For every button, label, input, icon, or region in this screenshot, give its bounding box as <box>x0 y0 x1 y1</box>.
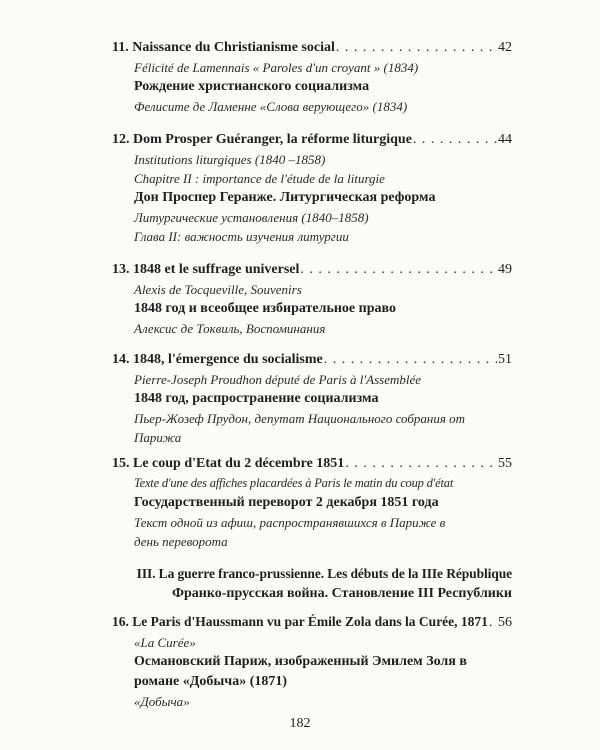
entry-line: Дон Проспер Геранже. Литургическая реформа <box>134 190 436 205</box>
entry-line: «Добыча» <box>134 694 190 709</box>
toc-entry-heading <box>112 454 512 474</box>
entry-title: 16. Le Paris d'Haussmann vu par Émile Zola dans la Curée, 1871 <box>112 614 488 629</box>
page-number: 51 <box>498 352 512 367</box>
entry-line: Pierre-Joseph Proudhon député de Paris à l'Assemblée <box>134 372 422 387</box>
entry-line: 1848 год и всеобщее избирательное право <box>134 301 396 316</box>
dot-leader <box>300 260 497 280</box>
entry-line: Государственный переворот 2 декабря 1851 года <box>134 495 439 510</box>
entry-line: Парижа <box>134 430 182 445</box>
section-heading-ru: Франко-прусская война. Становление III Республики <box>172 586 512 601</box>
page-number: 49 <box>498 262 512 277</box>
toc-entry-14 <box>112 350 512 447</box>
page-number: 44 <box>498 132 512 147</box>
entry-line: «La Curée» <box>134 635 196 650</box>
toc-entry-16 <box>112 612 512 711</box>
toc-entry-heading <box>112 130 512 150</box>
dot-leader <box>489 613 497 633</box>
page-number: 56 <box>498 615 512 630</box>
entry-line: Félicité de Lamennais « Paroles d'un croyant » (1834) <box>134 60 419 75</box>
toc-entry-13 <box>112 260 512 338</box>
entry-title: 12. Dom Prosper Guéranger, la réforme liturgique <box>112 132 412 147</box>
entry-line: Chapitre II : importance de l'étude de la liturgie <box>134 171 385 186</box>
dot-leader <box>324 350 497 370</box>
toc-entry-heading <box>112 350 512 370</box>
toc-entry-12 <box>112 130 512 246</box>
entry-line: Institutions liturgiques (1840 –1858) <box>134 152 326 167</box>
entry-line: Рождение христианского социализма <box>134 79 370 94</box>
toc-entry-heading <box>112 38 512 58</box>
entry-title: 11. Naissance du Christianisme social <box>112 40 335 55</box>
dot-leader <box>413 130 497 150</box>
toc-entry-11 <box>112 38 512 116</box>
entry-title: 14. 1848, l'émergence du socialisme <box>112 352 323 367</box>
entry-line: день переворота <box>134 534 228 549</box>
entry-line: Алексис де Токвиль, Воспоминания <box>134 321 326 336</box>
entry-line: 1848 год, распространение социализма <box>134 391 379 406</box>
page-folio: 182 <box>289 716 311 731</box>
entry-line: Литургические установления (1840–1858) <box>134 210 369 225</box>
dot-leader <box>345 454 497 474</box>
entry-line: Фелисите де Ламенне «Слова верующего» (1834) <box>134 99 408 114</box>
page-number: 42 <box>498 40 512 55</box>
dot-leader <box>336 38 497 58</box>
section-heading-fr: III. La guerre franco-prussienne. Les débuts de la IIIe République <box>136 566 512 581</box>
entry-line: Османовский Париж, изображенный Эмилем Золя в <box>134 654 467 669</box>
entry-line: романе «Добыча» (1871) <box>134 674 288 689</box>
entry-line: Texte d'une des affiches placardées à Paris le matin du coup d'état <box>134 476 454 490</box>
toc-entry-15 <box>112 454 512 551</box>
entry-line: Alexis de Tocqueville, Souvenirs <box>134 282 302 297</box>
toc-entry-heading <box>112 612 512 633</box>
entry-line: Текст одной из афиш, распространявшихся в Париже в <box>134 515 446 530</box>
toc-entry-heading <box>112 260 512 280</box>
entry-line: Пьер-Жозеф Прудон, депутат Национального собрания от <box>134 411 466 426</box>
entry-title: 15. Le coup d'Etat du 2 décembre 1851 <box>112 456 345 471</box>
entry-title: 13. 1848 et le suffrage universel <box>112 262 300 277</box>
entry-line: Глава II: важность изучения литургии <box>134 229 349 244</box>
page-number: 55 <box>498 456 512 471</box>
